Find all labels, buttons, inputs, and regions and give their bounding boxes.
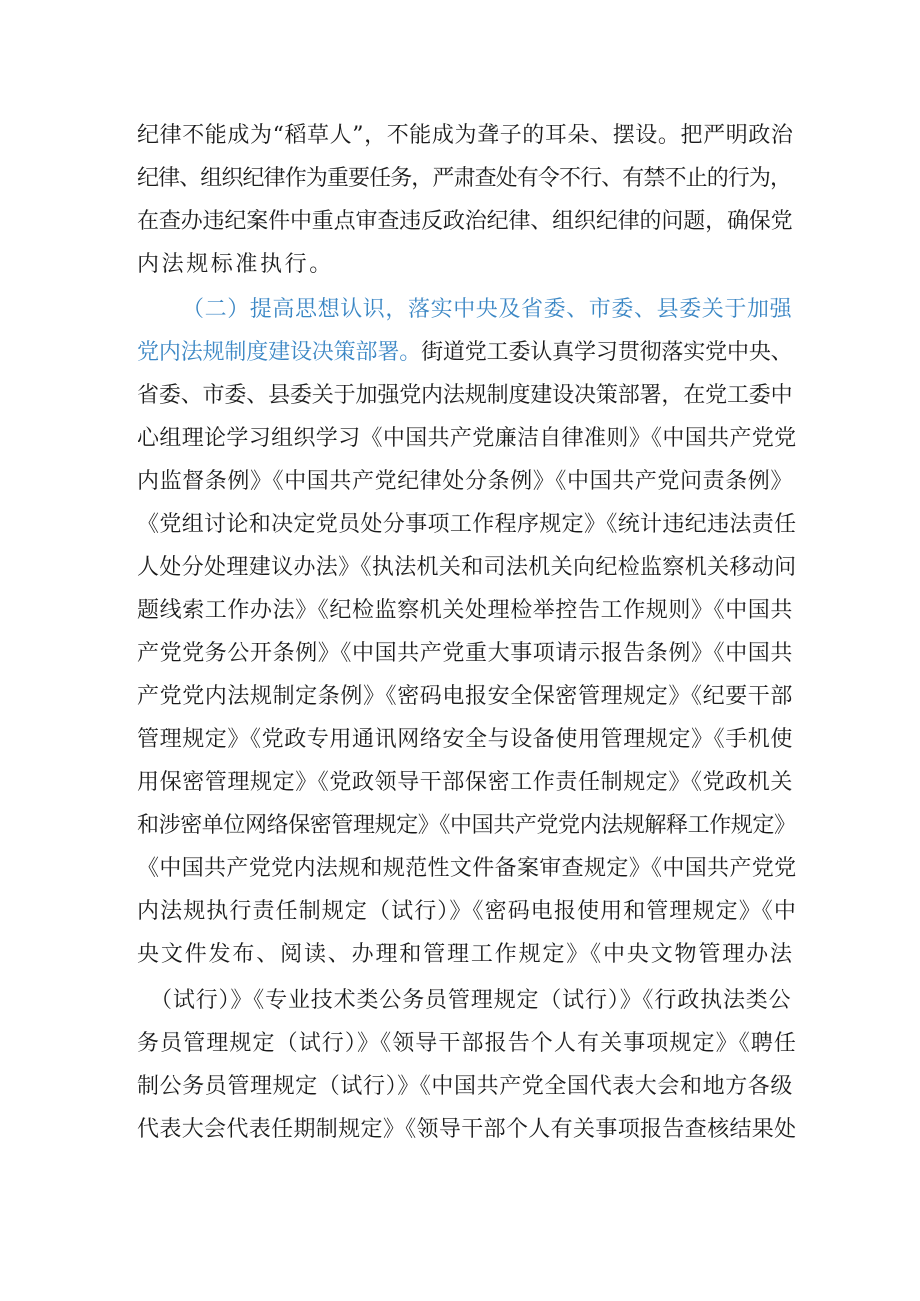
paragraph-line: 人处分处理建议办法》《执法机关和司法机关向纪检监察机关移动问 [137, 555, 797, 580]
paragraph-line: 用保密管理规定》《党政领导干部保密工作责任制规定》《党政机关 [137, 770, 794, 795]
paragraph-line: 代表大会代表任期制规定》《领导干部个人有关事项报告查核结果处 [137, 1117, 797, 1142]
paragraph-line: 《中国共产党党内法规和规范性文件备案审查规定》《中国共产党党 [137, 856, 797, 881]
paragraph-line: 《党组讨论和决定党员处分事项工作程序规定》《统计违纪违法责任 [137, 512, 797, 537]
paragraph-line: 省委、市委、县委关于加强党内法规制度建设决策部署，在党工委中 [137, 383, 793, 408]
paragraph-line: 管理规定》《党政专用通讯网络安全与设备使用管理规定》《手机使 [137, 727, 794, 752]
paragraph-line: 务员管理规定（试行）》《领导干部报告个人有关事项规定》《聘任 [137, 1031, 798, 1056]
paragraph-line: 内监督条例》《中国共产党纪律处分条例》《中国共产党问责条例》 [137, 469, 794, 494]
paragraph-line: 制公务员管理规定（试行）》《中国共产党全国代表大会和地方各级 [137, 1074, 794, 1099]
paragraph-text: 街道党工委认真学习贯彻落实党中央、 [421, 340, 793, 365]
paragraph-line: 内法规执行责任制规定（试行）》《密码电报使用和管理规定》《中 [137, 899, 798, 924]
paragraph-line: 题线索工作办法》《纪检监察机关处理检举控告工作规则》《中国共 [137, 598, 794, 623]
paragraph-line: 内法规标准执行。 [137, 252, 334, 277]
section-heading-continued: 党内法规制度建设决策部署。 [137, 340, 422, 365]
paragraph-line: 纪律不能成为“稻草人”，不能成为聋子的耳朵、摆设。把严明政治 [137, 123, 794, 148]
paragraph-line: 产党党内法规制定条例》《密码电报安全保密管理规定》《纪要干部 [137, 684, 794, 709]
paragraph-line: 央文件发布、阅读、办理和管理工作规定》《中央文物管理办法 [137, 942, 794, 967]
paragraph-line: （试行）》《专业技术类公务员管理规定（试行）》《行政执法类公 [150, 988, 792, 1013]
paragraph-line: 和涉密单位网络保密管理规定》《中国共产党党内法规解释工作规定》 [137, 813, 796, 838]
section-heading: （二）提高思想认识，落实中央及省委、市委、县委关于加强 [182, 297, 793, 322]
heading-continuation-line [137, 338, 797, 368]
paragraph-line: 产党党务公开条例》《中国共产党重大事项请示报告条例》《中国共 [137, 641, 794, 666]
paragraph-line: 心组理论学习组织学习《中国共产党廉洁自律准则》《中国共产党党 [137, 426, 797, 451]
paragraph-line: 纪律、组织纪律作为重要任务，严肃查处有令不行、有禁不止的行为， [137, 166, 792, 191]
paragraph-line: 在查办违纪案件中重点审查违反政治纪律、组织纪律的问题，确保党 [137, 209, 793, 234]
